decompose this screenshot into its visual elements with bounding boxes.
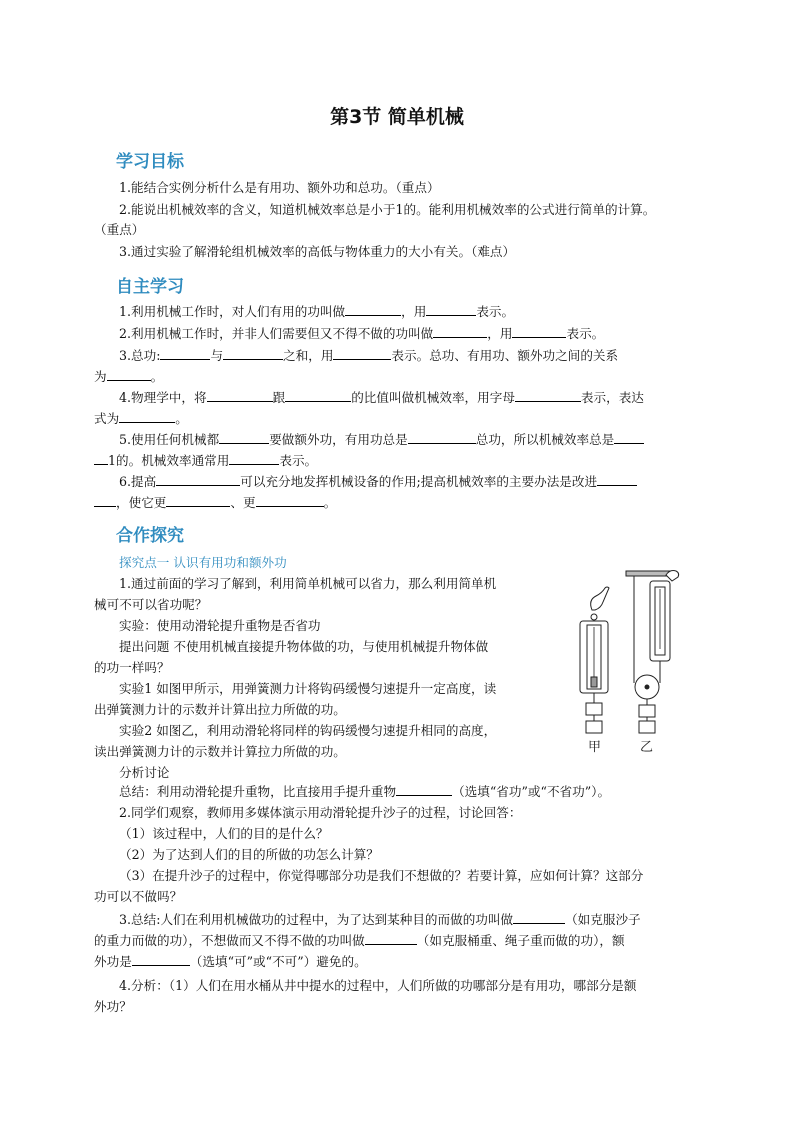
figure-a-spring-scale <box>580 587 609 733</box>
answer-blank[interactable] <box>614 431 644 444</box>
answer-blank[interactable] <box>365 932 417 945</box>
answer-blank[interactable] <box>107 368 151 381</box>
coop-line: 功可以不做吗？ <box>94 889 183 904</box>
coop-line: 读出弹簧测力计的示数并计算拉力所做的功。 <box>94 744 346 759</box>
self-question-5-cont: 1的。机械效率通常用 表示。 <box>94 451 317 471</box>
figure-label-a: 甲 <box>588 740 602 755</box>
figure-b-pulley-system <box>626 571 679 734</box>
self-question-6-cont: ，使它更 、更 。 <box>94 493 336 513</box>
answer-blank[interactable] <box>229 452 279 465</box>
page-title: 第3节 简单机械 <box>330 106 464 128</box>
answer-blank[interactable] <box>207 389 273 402</box>
figure-label-b: 乙 <box>640 740 654 755</box>
coop-line: （2）为了达到人们的目的所做的功怎么计算？ <box>119 847 379 862</box>
answer-blank[interactable] <box>426 303 476 316</box>
self-question-3: 3.总功: 与 之和，用 表示。总功、有用功、额外功之间的关系 <box>119 348 619 363</box>
coop-line: 的功一样吗？ <box>94 660 170 675</box>
self-question-4-cont: 式为 。 <box>94 411 188 426</box>
answer-blank[interactable] <box>256 494 324 507</box>
answer-blank[interactable] <box>94 452 108 465</box>
coop-line: 械可不可以省功呢？ <box>94 597 208 612</box>
coop-line: （1）该过程中，人们的目的是什么？ <box>119 826 329 841</box>
coop-line: 提出问题 不使用机械直接提升物体做的功，与使用机械提升物体做 <box>119 639 489 654</box>
answer-blank[interactable] <box>223 347 283 360</box>
coop-line: 4.分析：（1）人们在用水桶从井中提水的过程中，人们所做的功哪部分是有用功，哪部分是额 <box>119 978 637 993</box>
answer-blank[interactable] <box>433 325 487 338</box>
coop-summary-3-cont: 的重力而做的功），不想做而又不得不做的功叫做 （如克服桶重、绳子重而做的功），额 <box>94 933 625 948</box>
answer-blank[interactable] <box>515 389 581 402</box>
coop-line: 1.通过前面的学习了解到，利用简单机械可以省力，那么利用简单机 <box>119 576 497 591</box>
self-question-6: 6.提高 可以充分地发挥机械设备的作用;提高机械效率的主要办法是改进 <box>119 472 637 492</box>
answer-blank[interactable] <box>160 347 210 360</box>
coop-line: 实验1 如图甲所示，用弹簧测力计将钩码缓慢匀速提升一定高度，读 <box>119 681 497 696</box>
answer-blank[interactable] <box>94 494 116 507</box>
self-question-1: 1.利用机械工作时，对人们有用的功叫做 ，用 表示。 <box>119 304 515 319</box>
coop-line: 外功？ <box>94 999 132 1014</box>
section-heading-goals: 学习目标 <box>116 152 184 172</box>
self-question-4: 4.物理学中，将 跟 的比值叫做机械效率，用字母 表示，表达 <box>119 390 644 405</box>
coop-summary-3-cont2: 外功是 （选填“可”或“不可”）避免的。 <box>94 954 367 969</box>
self-question-2: 2.利用机械工作时，并非人们需要但又不得不做的功叫做 ，用 表示。 <box>119 326 605 341</box>
answer-blank[interactable] <box>513 911 565 924</box>
coop-line: （3）在提升沙子的过程中，你觉得哪部分功是我们不想做的？若要计算，应如何计算？这部分 <box>119 868 644 883</box>
section-heading-cooperate: 合作探究 <box>116 526 184 546</box>
inquiry-point-1: 探究点一 认识有用功和额外功 <box>119 555 287 570</box>
hand-icon <box>666 571 679 582</box>
goal-2: 2.能说出机械效率的含义，知道机械效率总是小于1的。能利用机械效率的公式进行简单的计算。 <box>119 202 656 217</box>
answer-blank[interactable] <box>166 494 230 507</box>
answer-blank[interactable] <box>119 410 175 423</box>
answer-blank[interactable] <box>285 389 351 402</box>
coop-line: 2.同学们观察，教师用多媒体演示用动滑轮提升沙子的过程，讨论回答： <box>119 805 522 820</box>
goal-3: 3.通过实验了解滑轮组机械效率的高低与物体重力的大小有关。（难点） <box>119 244 516 259</box>
answer-blank[interactable] <box>345 303 401 316</box>
self-question-3-cont: 为 。 <box>94 369 164 384</box>
answer-blank[interactable] <box>132 953 190 966</box>
self-question-5: 5.使用任何机械都 要做额外功，有用功总是 总功，所以机械效率总是 <box>119 430 644 450</box>
coop-line: 实验：使用动滑轮提升重物是否省功 <box>119 618 321 633</box>
goal-1: 1.能结合实例分析什么是有用功、额外功和总功。（重点） <box>119 180 440 195</box>
hand-icon <box>591 587 609 610</box>
answer-blank[interactable] <box>219 431 269 444</box>
coop-summary-3: 3.总结:人们在利用机械做功的过程中，为了达到某种目的而做的功叫做 （如克服沙子 <box>119 912 641 927</box>
answer-blank[interactable] <box>156 473 240 486</box>
answer-blank[interactable] <box>396 783 452 796</box>
coop-line: 出弹簧测力计的示数并计算出拉力所做的功。 <box>94 702 346 717</box>
coop-line: 分析讨论 <box>119 765 170 780</box>
answer-blank[interactable] <box>597 473 637 486</box>
answer-blank[interactable] <box>512 325 566 338</box>
spring-scale-figure <box>570 565 690 765</box>
coop-summary-1: 总结：利用动滑轮提升重物，比直接用手提升重物 （选填“省功”或“不省功”）。 <box>119 784 611 799</box>
coop-line: 实验2 如图乙，利用动滑轮将同样的钩码缓慢匀速提升相同的高度， <box>119 723 497 738</box>
section-heading-self-study: 自主学习 <box>116 277 184 297</box>
goal-2-tail: （重点） <box>94 222 145 237</box>
answer-blank[interactable] <box>333 347 391 360</box>
answer-blank[interactable] <box>408 431 476 444</box>
